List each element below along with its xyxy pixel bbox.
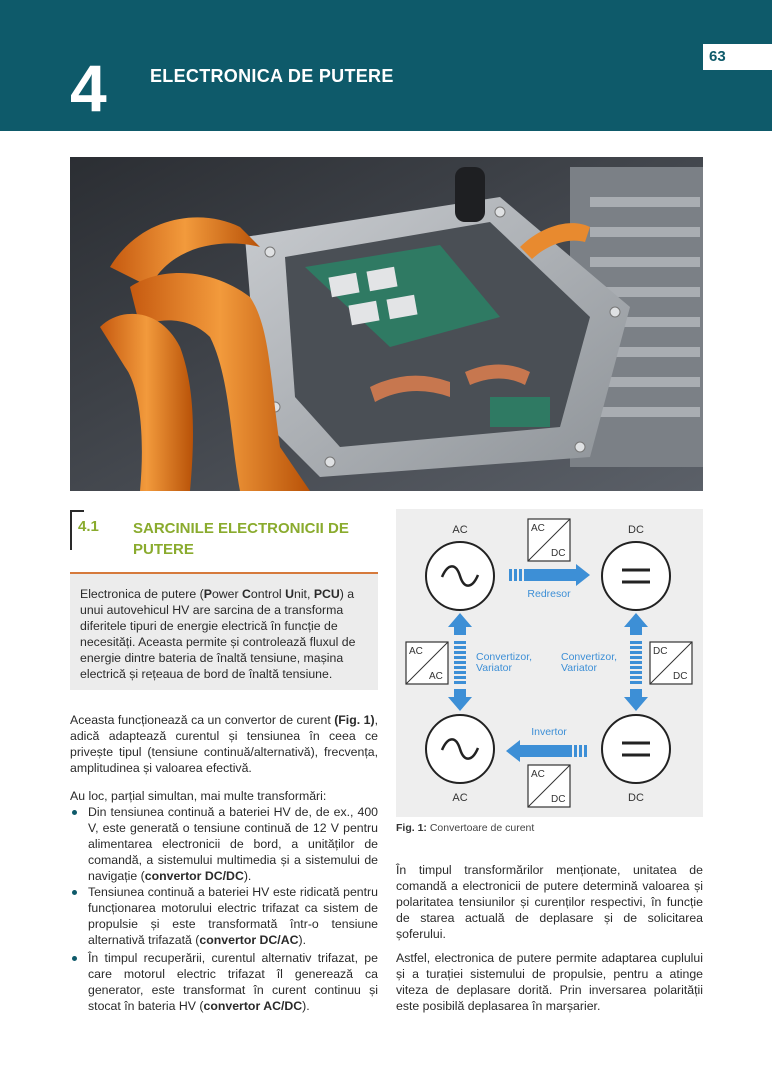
right-arrow-down: [624, 689, 648, 711]
intro-text-1: Electronica de putere (: [80, 587, 204, 601]
list-item: [70, 884, 378, 948]
list-item: [70, 804, 378, 884]
page-number: 63: [703, 44, 772, 70]
dc-load-circle: [602, 715, 670, 783]
box-right-dc1: DC: [653, 646, 668, 657]
box-right-dc2: DC: [673, 671, 688, 682]
box-left-ac2: AC: [429, 671, 443, 682]
bullet-bold: convertor DC/AC: [199, 933, 299, 947]
paragraph-3: În timpul transformărilor menționate, unitatea de comandă a electronicii de putere determină valoarea și polaritatea tensiunilor și curenților respectivi, în funcție de starea actuală de deplasare și de solicitarea șoferului.: [396, 863, 703, 941]
bullet-end: ).: [243, 869, 252, 883]
intro-bold-4: PCU: [313, 587, 340, 601]
intro-text-5: ) a unui autovehicul HV are sarcina de a transforma diferitele tipuri de energie electrică în funcție de necesități. Aceasta permite și controlează fluxul de energie dintre bateria de înaltă tensiune, mașina electrică și rețeaua de bord de înaltă tensiune.: [80, 587, 356, 681]
paragraph-1: [70, 712, 378, 776]
section-title-line1: SARCINILE ELECTRONICII DE: [133, 520, 349, 537]
bullet-text: În timpul recuperării, curentul alternativ trifazat, pe care motorul electric trifazat îl generează ca generator, este transformat în curent continuu și stocat în bateria HV (: [88, 951, 378, 1013]
conv-right-line2: Variator: [561, 662, 597, 674]
caption-text: Convertoare de curent: [426, 822, 535, 834]
bullet-end: ).: [302, 999, 310, 1013]
intro-text-3: ontrol: [250, 587, 286, 601]
bullet-end: ).: [298, 933, 306, 947]
section-title-line2: PUTERE: [133, 541, 194, 558]
chapter-title: ELECTRONICA DE PUTERE: [150, 66, 394, 86]
p1-text-c: , adică adaptează curentul și tensiunea în ceea ce privește tipul (tensiune continuă/alternativă), frecvența, amplitudinea și valoarea efectivă.: [70, 713, 378, 775]
label-ac-top-left: AC: [452, 524, 468, 536]
bullet-dot: [72, 810, 77, 815]
box-top-ac: AC: [531, 523, 545, 534]
list-item: [70, 950, 378, 1014]
heading-rule: [70, 510, 72, 550]
left-arrow-up: [448, 613, 472, 635]
box-top-dc: DC: [551, 548, 566, 559]
box-bottom-ac: AC: [531, 769, 545, 780]
section-number: 4.1: [78, 518, 99, 535]
bullet-bold: convertor DC/DC: [144, 869, 244, 883]
conv-left-line1: Convertizor,: [476, 651, 533, 663]
intro-box: [70, 572, 378, 690]
converter-diagram: [396, 509, 703, 817]
bullet-text: Tensiunea continuă a bateriei HV este ridicată pentru funcționarea motorului electric trifazat ca sistem de propulsie și este transformată într-o tensiune alternativă trifazată (: [88, 885, 378, 947]
intro-bold-1: P: [203, 587, 212, 601]
conv-right-line1: Convertizor,: [561, 651, 618, 663]
right-arrow-up: [624, 613, 648, 635]
power-electronics-photo: [70, 157, 703, 491]
section-title: [133, 518, 373, 560]
figure-caption: [396, 822, 534, 834]
invertor-arrow: [506, 740, 572, 762]
label-dc-bottom-right: DC: [628, 792, 644, 804]
box-bottom-dc: DC: [551, 794, 566, 805]
intro-bold-3: U: [285, 587, 294, 601]
left-arrow-down: [448, 689, 472, 711]
section-heading: [70, 510, 378, 558]
invertor-label: Invertor: [531, 726, 567, 738]
p1-text-a: Aceasta funcționează ca un convertor de curent: [70, 713, 335, 727]
intro-bold-2: C: [242, 587, 251, 601]
label-ac-bottom-left: AC: [452, 792, 468, 804]
redresor-arrow: [524, 564, 590, 586]
redresor-label: Redresor: [527, 588, 571, 600]
chapter-number: 4: [70, 51, 107, 125]
paragraph-4: Astfel, electronica de putere permite adaptarea cuplului și a turației sistemului de propulsie, pentru a atinge viteza de deplasare dorită. Prin inversarea polarității este posibilă deplasarea în marșarier.: [396, 951, 703, 1013]
caption-label: Fig. 1:: [396, 822, 427, 834]
paragraph-2: Au loc, parțial simultan, mai multe transformări:: [70, 789, 327, 803]
bullet-dot: [72, 890, 77, 895]
bullet-dot: [72, 956, 77, 961]
heading-rule-top: [70, 510, 84, 512]
intro-text-4: nit,: [293, 587, 314, 601]
bullet-bold: convertor AC/DC: [203, 999, 303, 1013]
dc-source-circle: [602, 542, 670, 610]
intro-text-2: ower: [211, 587, 243, 601]
box-left-ac1: AC: [409, 646, 423, 657]
chapter-header: [0, 0, 772, 131]
bullet-text: Din tensiunea continuă a bateriei HV de, de ex., 400 V, este generată o tensiune continuă de 12 V pentru alimentarea electronicii de bord, a unităților de comandă, a sistemului multimedia și a sistemului de navigație (: [88, 805, 378, 883]
p1-figref: (Fig. 1): [334, 713, 375, 727]
conv-left-line2: Variator: [476, 662, 512, 674]
label-dc-top-right: DC: [628, 524, 644, 536]
